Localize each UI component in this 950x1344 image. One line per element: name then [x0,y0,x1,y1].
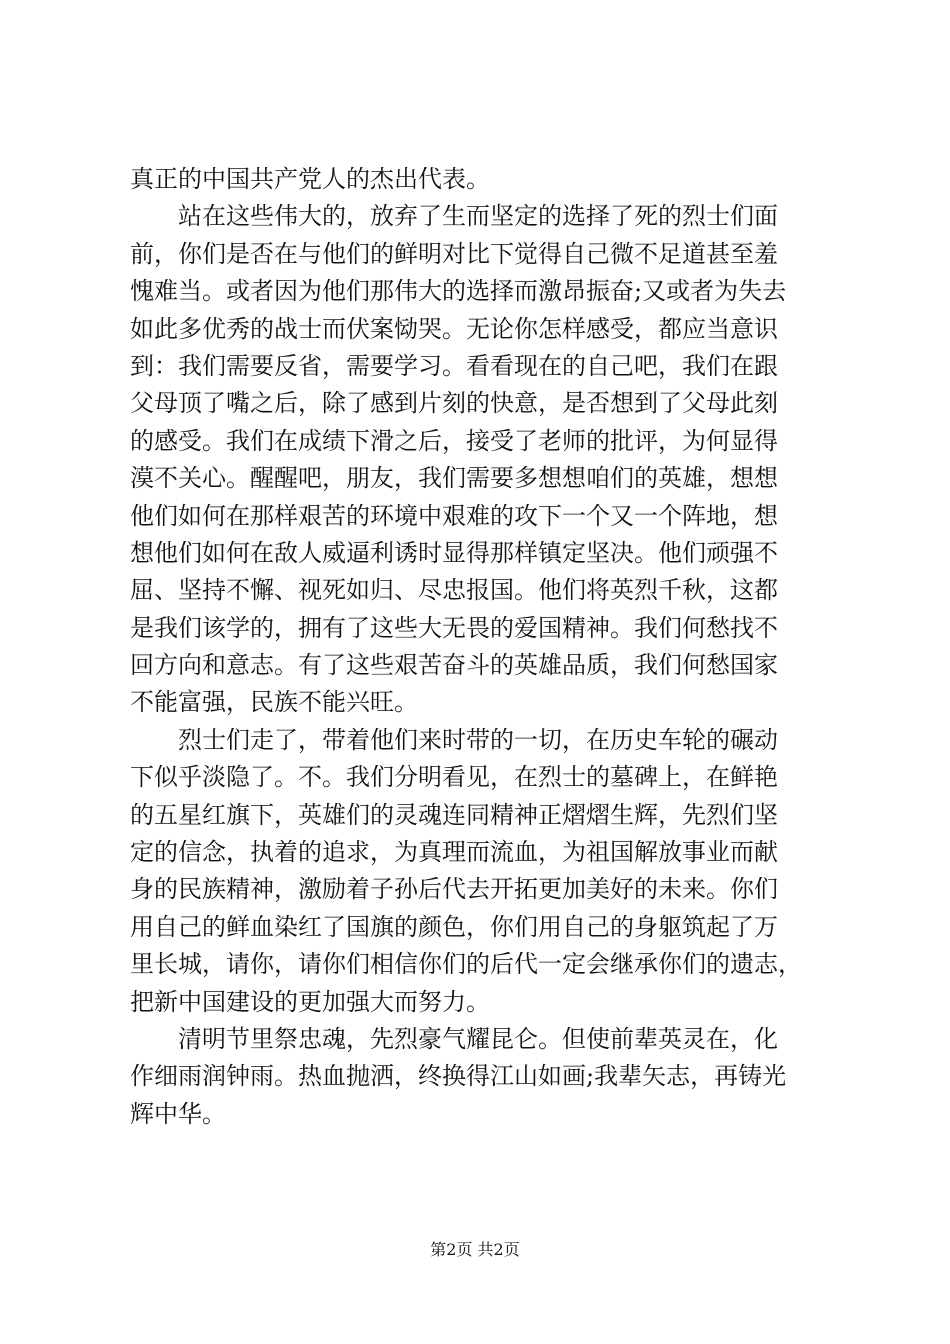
text-line: 他们如何在那样艰苦的环境中艰难的攻下一个又一个阵地，想 [130,501,778,530]
text-line: 真正的中国共产党人的杰出代表。 [130,165,490,193]
text-line: 愧难当。或者因为他们那伟大的选择而激昂振奋;又或者为失去 [130,277,787,306]
text-line: 到：我们需要反省，需要学习。看看现在的自己吧，我们在跟 [130,351,778,380]
text-line: 用自己的鲜血染红了国旗的颜色，你们用自己的身躯筑起了万 [130,912,778,941]
paragraph-start-line: 清明节里祭忠魂，先烈豪气耀昆仑。但使前辈英灵在，化 [178,1024,778,1053]
paragraph-start-line: 站在这些伟大的，放弃了生而坚定的选择了死的烈士们面 [178,202,778,231]
text-line: 回方向和意志。有了这些艰苦奋斗的英雄品质，我们何愁国家 [130,651,778,680]
text-line: 漠不关心。醒醒吧，朋友，我们需要多想想咱们的英雄，想想 [130,464,778,493]
text-line: 的五星红旗下，英雄们的灵魂连同精神正熠熠生辉，先烈们坚 [130,800,778,829]
text-line: 的感受。我们在成绩下滑之后，接受了老师的批评，为何显得 [130,426,778,455]
page-number-footer: 第2页 共2页 [430,1240,520,1259]
text-line: 辉中华。 [130,1099,226,1128]
text-line: 前，你们是否在与他们的鲜明对比下觉得自己微不足道甚至羞 [130,239,778,268]
text-line: 父母顶了嘴之后，除了感到片刻的快意，是否想到了父母此刻 [130,389,778,418]
text-line: 想他们如何在敌人威逼利诱时显得那样镇定坚决。他们顽强不 [130,538,778,567]
text-line: 如此多优秀的战士而伏案恸哭。无论你怎样感受，都应当意识 [130,314,778,343]
paragraph-start-line: 烈士们走了，带着他们来时带的一切，在历史车轮的碾动 [178,725,778,754]
text-line: 屈、坚持不懈、视死如归、尽忠报国。他们将英烈千秋，这都 [130,576,778,605]
text-line: 定的信念，执着的追求，为真理而流血，为祖国解放事业而献 [130,838,778,867]
text-line: 里长城，请你，请你们相信你们的后代一定会继承你们的遗志， [130,950,802,979]
text-line: 不能富强，民族不能兴旺。 [130,688,418,717]
text-line: 身的民族精神，激励着子孙后代去开拓更加美好的未来。你们 [130,875,778,904]
text-line: 是我们该学的，拥有了这些大无畏的爱国精神。我们何愁找不 [130,613,778,642]
text-line: 把新中国建设的更加强大而努力。 [130,987,490,1016]
text-line: 作细雨润钟雨。热血抛洒，终换得江山如画;我辈矢志，再铸光 [130,1062,787,1091]
document-body [130,161,835,1133]
text-line: 下似乎淡隐了。不。我们分明看见，在烈士的墓碑上，在鲜艳 [130,763,778,792]
